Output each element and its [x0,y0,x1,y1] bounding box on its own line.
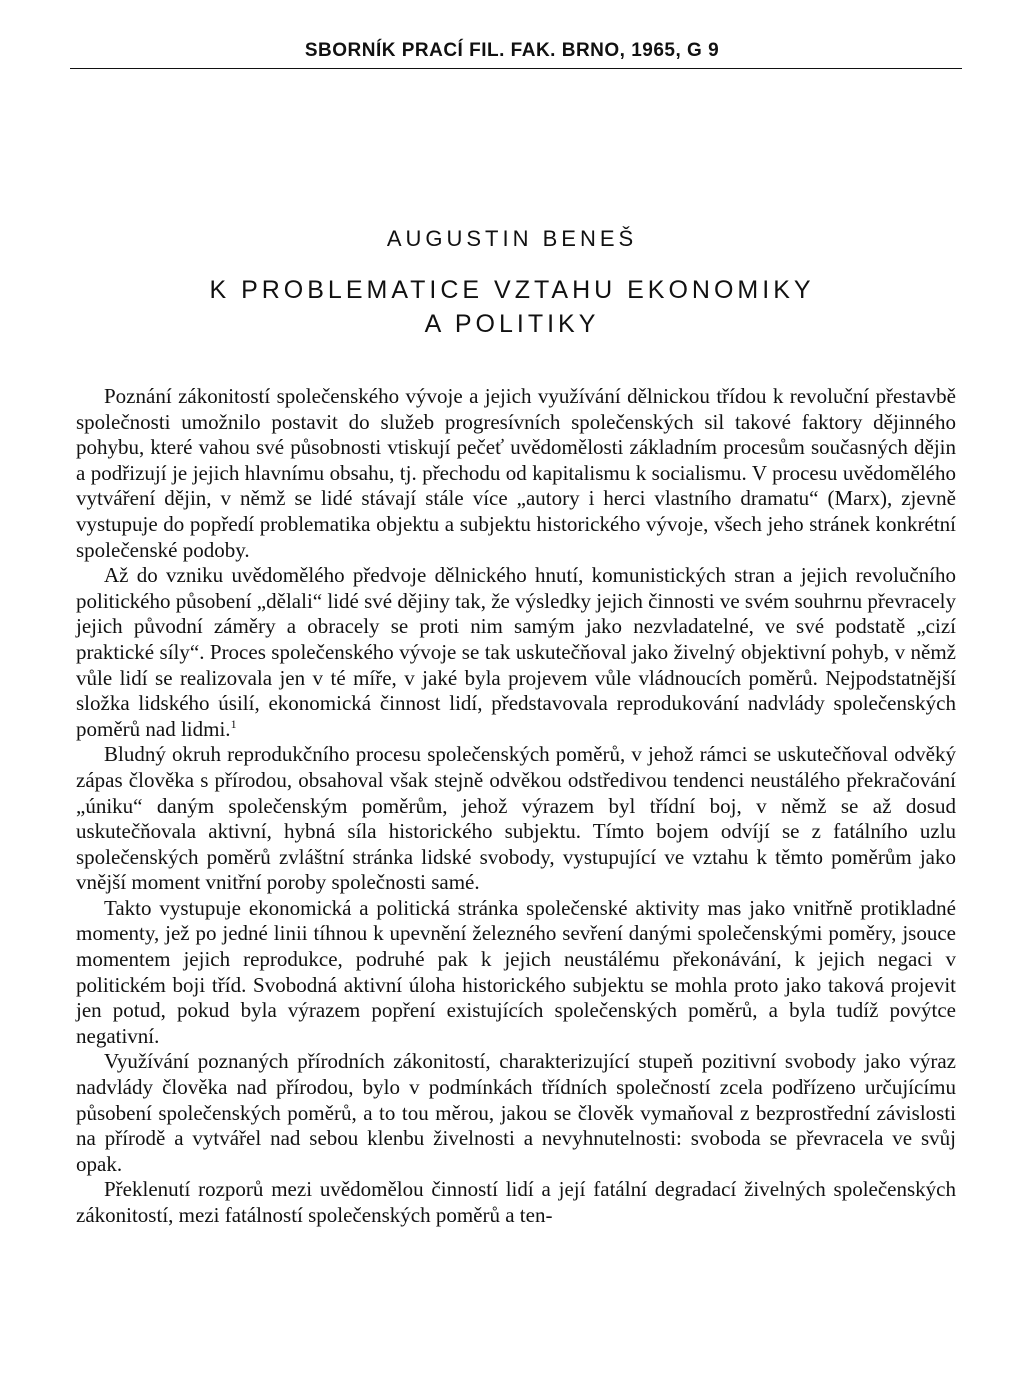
paragraph-2 [76,563,956,742]
paragraph-1 [76,384,956,563]
header-rule [70,68,962,69]
paragraph-3-text: Bludný okruh reprodukčního procesu společenských poměrů, v jehož rámci se uskutečňoval odvěký zápas člověka s přírodou, obsahoval však stejně odvěkou odstředivou tendenci neustálého překračování „úniku“ daným společenským poměrům, jehož výrazem byl třídní boj, v němž se až dosud uskutečňovala aktivní, hybná síla historického subjektu. Tímto bojem odvíjí se z fatálního uzlu společenských poměrů zvláštní stránka lidské svobody, vystupující ve vztahu k těmto poměrům jako vnější moment vnitřní poroby společnosti samé. [76,742,956,895]
article-body [76,384,956,1229]
paragraph-4 [76,896,956,1050]
author-name: AUGUSTIN BENEŠ [386,226,638,251]
running-head: SBORNÍK PRACÍ FIL. FAK. BRNO, 1965, G 9 [304,40,720,61]
footnote-marker: 1 [230,716,237,731]
paragraph-5 [76,1049,956,1177]
paragraph-2-text: Až do vzniku uvědomělého předvoje dělnického hnutí, komunistických stran a jejich revolučního politického působení „dělali“ lidé své dějiny tak, že výsledky jejich činnosti ve svém souhrnu převracely jejich původní záměry a obracely se proti nim samým jako nezvladatelné, ve své podstatě „cizí praktické síly“. Proces společenského vývoje se tak uskutečňoval jako živelný objektivní pohyb, v němž vůle lidí se realizovala jen v té míře, v jaké byla projevem vůle vládnoucích poměrů. Nejpodstatnější složka lidského úsilí, ekonomická činnost lidí, představovala reprodukování nadvlády společenských poměrů nad lidmi. [76,563,957,741]
title-line-2: A POLITIKY [424,310,600,338]
paragraph-5-text: Využívání poznaných přírodních zákonitostí, charakterizující stupeň pozitivní svobody jako výraz nadvlády člověka nad přírodou, bylo v podmínkách třídních společností zcela podřízeno určujícímu působení společenských poměrů, a to tou měrou, jakou se člověk vymaňoval z bezprostřední závislosti na přírodě a vytvářel nad sebou klenbu živelnosti a nevyhnutelnosti: svoboda se převracela ve svůj opak. [76,1049,956,1176]
paragraph-3 [76,742,956,896]
paragraph-4-text: Takto vystupuje ekonomická a politická stránka společenské aktivity mas jako vnitřně protikladné momenty, jež po jedné linii tíhnou k upevnění železného sevření danými společenskými poměry, jsouce momentem jejich reprodukce, podruhé pak k jejich neustálému překonávání, k jejich negaci v politickém boji tříd. Svobodná aktivní úloha historického subjektu se mohla proto jako taková projevit jen potud, pokud byla výrazem popření existujících společenských poměrů, a byla tudíž povýtce negativní. [76,895,956,1048]
paragraph-6 [76,1177,956,1228]
paragraph-1-text: Poznání zákonitostí společenského vývoje a jejich využívání dělnickou třídou k revoluční přestavbě společnosti umožnilo postavit do služeb progresívních společenských sil takové faktory dějinného pohybu, které vahou své působnosti vtiskují pečeť uvědomělosti základním procesům současných dějin a podřizují je jejich hlavnímu obsahu, tj. přechodu od kapitalismu k socialismu. V procesu uvědomělého vytváření dějin, v němž se lidé stávají stále více „autory i herci vlastního dramatu“ (Marx), zjevně vystupuje do popředí problematika objektu a subjektu historického vývoje, všech jeho stránek konkrétní společenské podoby. [76,384,956,562]
title-line-1: K PROBLEMATICE VZTAHU EKONOMIKY [209,276,815,304]
article-title [0,273,1024,341]
paragraph-6-text: Překlenutí rozporů mezi uvědomělou činností lidí a její fatální degradací živelných společenských zákonitostí, mezi fatálností společenských poměrů a ten- [76,1177,956,1227]
